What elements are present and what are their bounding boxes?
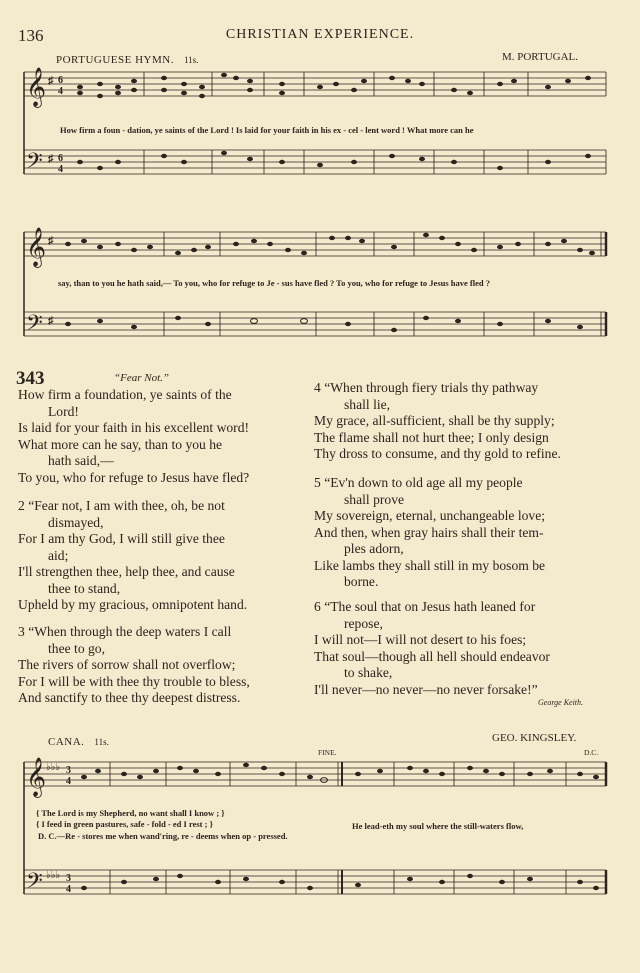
- svg-text:3: 3: [66, 765, 71, 776]
- tune2-fine-marker: FINE.: [318, 748, 337, 757]
- stanza-line: For I will be with thee thy trouble to bless,: [18, 673, 250, 689]
- tune2-name: CANA.: [48, 736, 85, 748]
- stanza-line: How firm a foundation, ye saints of the: [18, 387, 232, 402]
- stanza-line: shall lie,: [344, 396, 391, 412]
- svg-text:♯: ♯: [48, 235, 54, 247]
- stanza-line: dismayed,: [48, 514, 104, 530]
- svg-text:♭♭♭: ♭♭♭: [46, 870, 61, 881]
- stanza-line: Is laid for your faith in his excellent word!: [18, 420, 250, 435]
- stanza-line: 6 “The soul that on Jesus hath leaned for: [314, 599, 536, 614]
- svg-text:𝄢: 𝄢: [26, 311, 43, 341]
- svg-text:𝄢: 𝄢: [26, 869, 43, 899]
- svg-text:♯: ♯: [48, 153, 54, 165]
- stanza-line: The rivers of sorrow shall not overflow;: [18, 657, 236, 672]
- stanza-line: borne.: [344, 574, 379, 589]
- tune1-lyrics-line-1: How firm a foun - dation, ye saints of the Lord ! Is laid for your faith in his ex - cel - lent word ! What more can he: [60, 125, 474, 135]
- tune1-name: PORTUGUESE HYMN.: [56, 54, 174, 66]
- running-title: CHRISTIAN EXPERIENCE.: [225, 27, 415, 42]
- stanza-line: I'll strengthen thee, help thee, and cause: [18, 564, 235, 579]
- stanza-line: To you, who for refuge to Jesus have fled?: [18, 469, 250, 485]
- svg-text:4: 4: [66, 776, 71, 787]
- stanza-line: shall prove: [344, 491, 405, 507]
- stanza-line: I will not—I will not desert to his foes;: [314, 632, 527, 647]
- svg-text:4: 4: [58, 164, 63, 175]
- hymn-author: George Keith.: [538, 698, 584, 707]
- hymn-number: 343: [16, 368, 45, 389]
- svg-text:♭♭♭: ♭♭♭: [46, 762, 61, 773]
- svg-text:𝄞: 𝄞: [26, 227, 47, 267]
- stanza-6: [314, 599, 614, 698]
- stanza-line: I'll never—no never—no never forsake!”: [314, 681, 538, 697]
- stanza-line: ples adorn,: [344, 541, 404, 556]
- tune2-dc-marker-top: D.C.: [584, 748, 599, 757]
- stanza-2: [18, 498, 308, 614]
- stanza-1: [18, 387, 308, 486]
- stanza-line: For I am thy God, I will still give thee: [18, 531, 225, 546]
- svg-text:♯: ♯: [48, 315, 54, 327]
- svg-text:𝄢: 𝄢: [26, 149, 43, 179]
- svg-text:𝄞: 𝄞: [26, 67, 47, 107]
- stanza-line: repose,: [344, 615, 383, 631]
- stanza-5: [314, 475, 614, 591]
- stanza-line: Upheld by my gracious, omnipotent hand.: [18, 597, 248, 612]
- stanza-line: And sanctify to thee thy deepest distress.: [18, 690, 241, 705]
- page-number: 136: [18, 26, 44, 45]
- tune2-lyrics-line-1: { The Lord is my Shepherd, no want shall I know ; }: [36, 808, 225, 818]
- stanza-line: 5 “Ev'n down to old age all my people: [314, 475, 523, 490]
- stanza-line: And then, when gray hairs shall their tem-: [314, 524, 544, 540]
- stanza-4: [314, 380, 614, 463]
- stanza-3: [18, 624, 308, 707]
- stanza-line: That soul—though all hell should endeavor: [314, 648, 550, 664]
- svg-text:♯: ♯: [48, 75, 54, 87]
- tune1-meter: 11s.: [183, 55, 199, 65]
- svg-text:6: 6: [58, 75, 63, 86]
- svg-text:𝄞: 𝄞: [26, 757, 47, 797]
- stanza-line: Lord!: [48, 403, 79, 419]
- svg-text:3: 3: [66, 873, 71, 884]
- tune2-lyrics-line-2: { I feed in green pastures, safe - fold - ed I rest ; }: [36, 819, 213, 829]
- tune2-score: [14, 752, 610, 942]
- tune2-lyrics-line-3: D. C.—Re - stores me when wand'ring, re - deems when op - pressed.: [38, 831, 288, 841]
- tune2-lyrics-line-1b: He lead-eth my soul where the still-waters flow,: [352, 821, 524, 831]
- svg-text:4: 4: [66, 884, 71, 895]
- tune1-score-system-2: [14, 222, 610, 362]
- stanza-line: aid;: [48, 547, 69, 563]
- tune1-composer: M. PORTUGAL.: [501, 51, 578, 63]
- tune2-title-block: [48, 732, 109, 750]
- svg-text:6: 6: [58, 153, 63, 164]
- tune1-lyrics-line-2: say, than to you he hath said,— To you, who for refuge to Je - sus have fled ? To you, who for refuge to Jesus have fled ?: [58, 278, 490, 288]
- hymn-subtitle: “Fear Not.”: [114, 372, 170, 384]
- tune2-meter: 11s.: [94, 737, 109, 747]
- stanza-line: to shake,: [344, 665, 393, 680]
- stanza-line: hath said,—: [48, 453, 114, 468]
- tune2-composer: GEO. KINGSLEY.: [492, 732, 577, 744]
- stanza-line: 4 “When through fiery trials thy pathway: [314, 380, 539, 395]
- stanza-line: What more can he say, than to you he: [18, 436, 223, 452]
- stanza-line: Like lambs they shall still in my bosom be: [314, 557, 546, 573]
- svg-text:4: 4: [58, 86, 63, 97]
- stanza-line: My grace, all-sufficient, shall be thy supply;: [314, 413, 555, 428]
- stanza-line: My sovereign, eternal, unchangeable love;: [314, 508, 546, 523]
- stanza-line: 3 “When through the deep waters I call: [18, 624, 232, 639]
- stanza-line: Thy dross to consume, and thy gold to refine.: [314, 446, 561, 461]
- stanza-line: thee to go,: [48, 640, 106, 656]
- stanza-line: thee to stand,: [48, 580, 121, 596]
- stanza-line: 2 “Fear not, I am with thee, oh, be not: [18, 498, 225, 513]
- stanza-line: The flame shall not hurt thee; I only design: [314, 429, 549, 445]
